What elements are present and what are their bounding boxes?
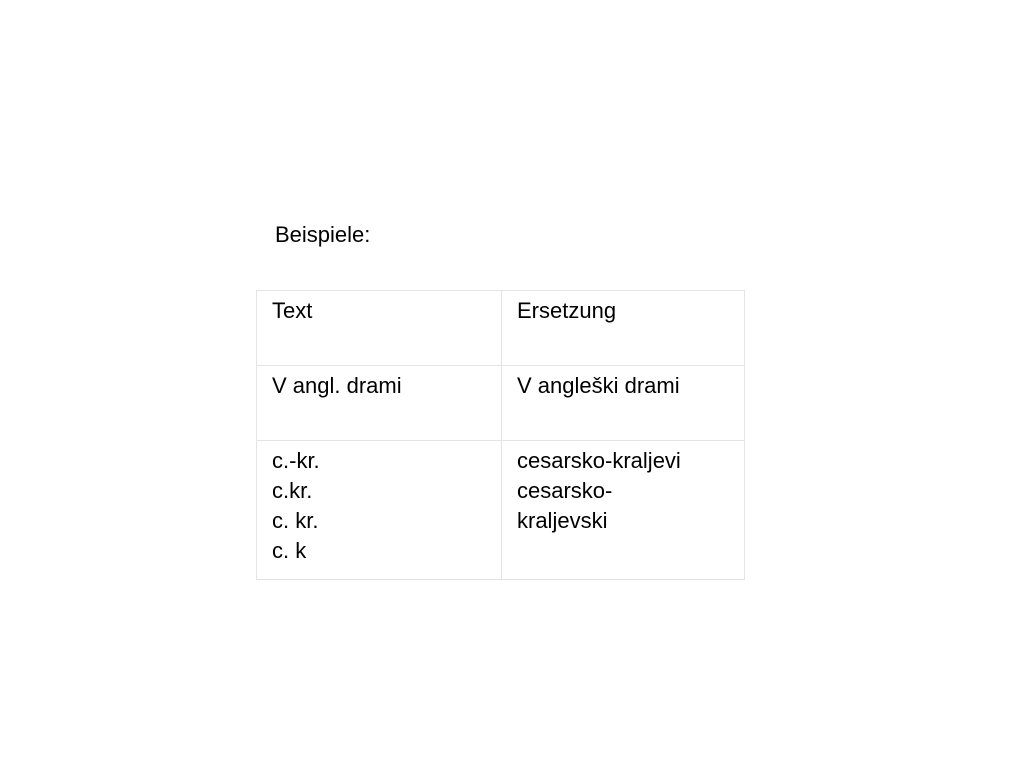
cell-line: cesarsko- [517,478,613,503]
page-heading: Beispiele: [275,222,371,247]
header-cell-replacement [502,291,745,366]
cell-line: c. kr. [272,508,319,533]
cell-line: cesarsko-kraljevi [517,448,681,473]
cell-line: c.-kr. [272,448,320,473]
table-cell-text [257,366,502,441]
header-cell-text [257,291,502,366]
cell-line: V angleški drami [517,373,680,398]
table-cell-text [257,441,502,580]
table-cell-replacement [502,441,745,580]
cell-line: V angl. drami [272,373,402,398]
header-text-label: Text [272,298,313,323]
table-row [257,441,745,580]
cell-line: kraljevski [517,508,608,533]
examples-table [256,290,745,580]
header-replacement-label: Ersetzung [517,298,617,323]
cell-line: c. k [272,538,307,563]
table-header-row [257,291,745,366]
table-row [257,366,745,441]
cell-line: c.kr. [272,478,313,503]
table-cell-replacement [502,366,745,441]
